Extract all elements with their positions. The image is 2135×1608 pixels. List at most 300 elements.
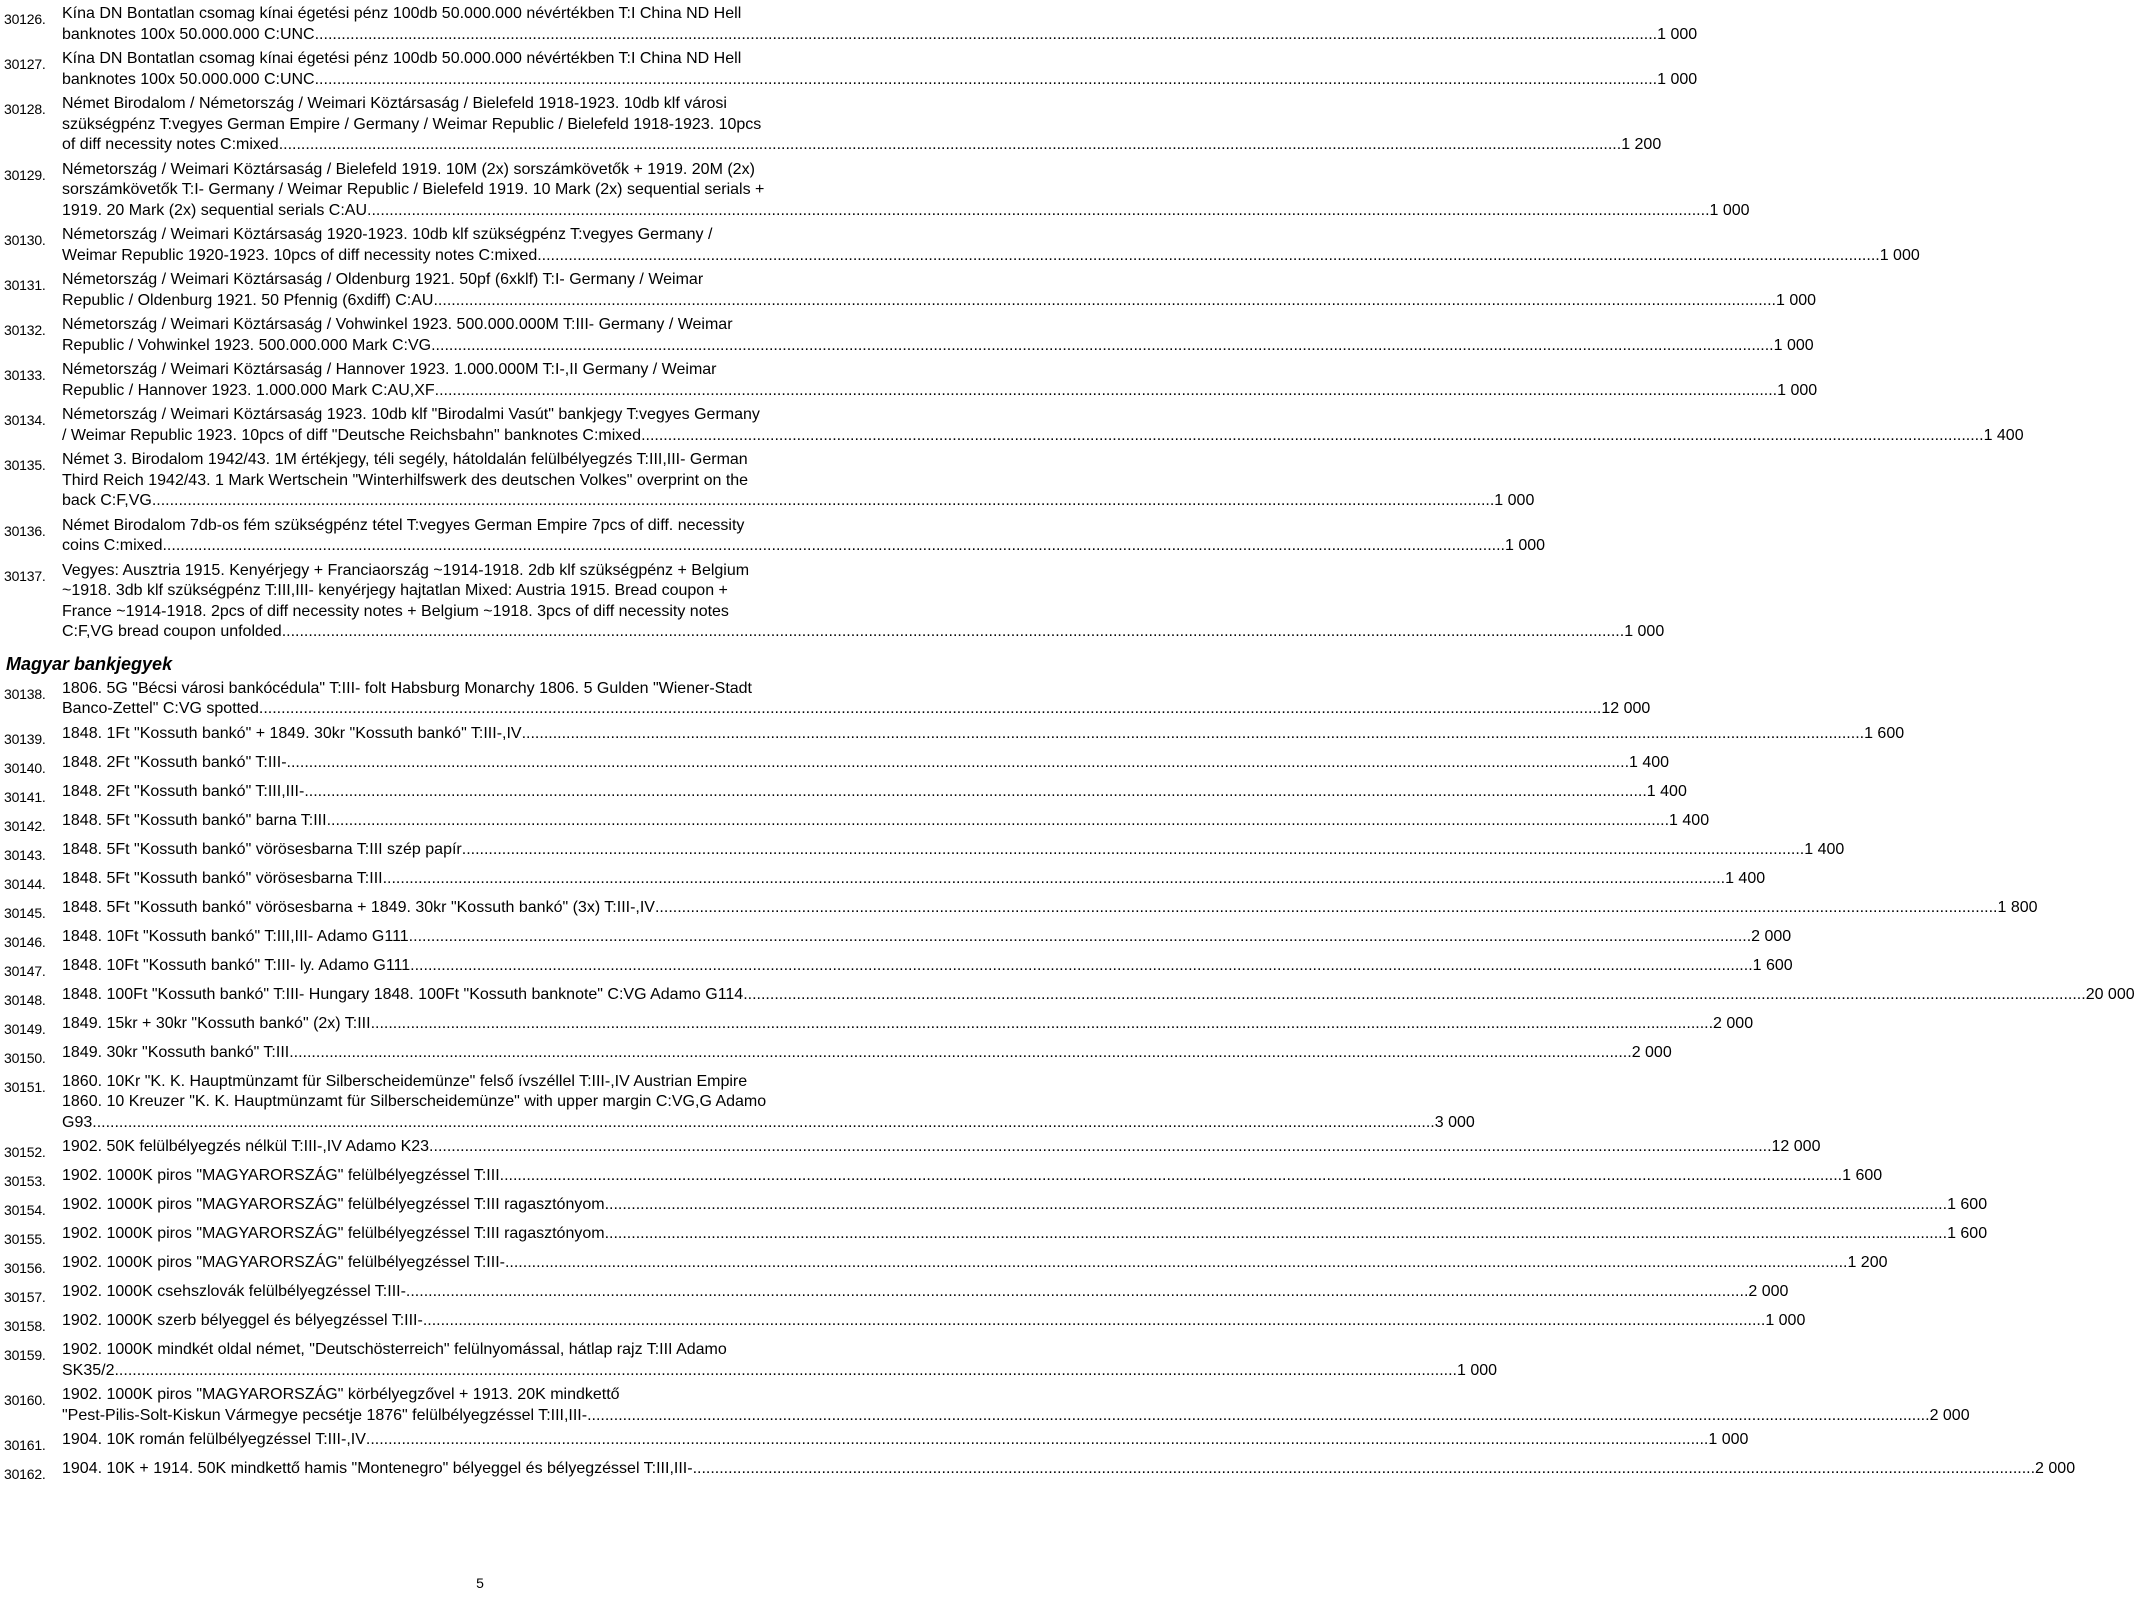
- lot-price: 1 000: [1657, 70, 1698, 88]
- description-text: 1848. 5Ft "Kossuth bankó" vörösesbarna T:III: [62, 869, 383, 887]
- dot-leader: [409, 927, 1751, 948]
- lot-description: [62, 270, 1816, 311]
- lot-description: [62, 94, 1661, 156]
- description-line: [62, 1014, 1753, 1035]
- description-line: [62, 201, 1750, 222]
- lot-price: 1 600: [1842, 1167, 1883, 1184]
- description-line: [62, 315, 1814, 336]
- lot-price: 2 000: [1929, 1406, 1970, 1424]
- description-line: [62, 1459, 2075, 1480]
- lot-entry: [4, 1072, 1475, 1134]
- description-text: 1860. 10Kr "K. K. Hauptmünzamt für Silberscheidemünze" felső ívszéllel T:III-,IV Austrian Empire: [62, 1072, 748, 1090]
- dot-leader: [505, 1253, 1847, 1274]
- description-line: [62, 898, 2038, 919]
- entries-container: [4, 4, 2135, 1488]
- lot-price: 1 600: [1864, 724, 1905, 742]
- dot-leader: [537, 246, 1879, 267]
- lot-price: 1 600: [1947, 1225, 1988, 1242]
- description-line: [62, 405, 2024, 426]
- lot-entry: [4, 956, 1793, 981]
- description-line: [62, 927, 1791, 948]
- lot-description: [62, 1014, 1753, 1035]
- lot-number: 30140.: [4, 759, 46, 776]
- dot-leader: [433, 291, 1775, 312]
- dot-leader: [587, 1406, 1929, 1427]
- dot-leader: [435, 381, 1777, 402]
- lot-price: 2 000: [1631, 1043, 1672, 1061]
- lot-price: 12 000: [1601, 700, 1651, 717]
- description-text: 1902. 50K felülbélyegzés nélkül T:III-,IV Adamo K23: [62, 1138, 430, 1155]
- lot-entry: [4, 1043, 1672, 1068]
- lot-entry: [4, 869, 1766, 894]
- dot-leader: [522, 724, 1864, 745]
- description-line: [62, 1340, 1497, 1361]
- description-text: "Pest-Pilis-Solt-Kiskun Vármegye pecsétje 1876" felülbélyegzéssel T:III,III-: [62, 1406, 588, 1424]
- lot-number: 30133.: [4, 367, 46, 383]
- lot-number: 30148.: [4, 991, 46, 1008]
- description-text: 1902. 1000K piros "MAGYARORSZÁG" körbélyegzővel + 1913. 20K mindkettő: [62, 1386, 620, 1403]
- description-line: [62, 1361, 1497, 1382]
- description-text: banknotes 100x 50.000.000 C:UNC: [62, 25, 315, 43]
- lot-entry: [4, 4, 1698, 45]
- description-line: [62, 135, 1661, 156]
- description-line: [62, 180, 1750, 201]
- description-line: [62, 1282, 1788, 1303]
- entries-top: [4, 4, 2024, 643]
- description-line: [62, 1253, 1888, 1274]
- description-text: back C:F,VG: [62, 492, 152, 509]
- lot-description: [62, 1166, 1882, 1187]
- lot-number: 30138.: [4, 685, 46, 702]
- lot-entry: [4, 985, 2135, 1010]
- description-line: [62, 115, 1661, 136]
- description-text: Németország / Weimari Köztársaság / Hannover 1923. 1.000.000M T:I-,II Germany / Weimar: [62, 361, 717, 378]
- lot-entry: [4, 1166, 1883, 1191]
- dot-leader: [279, 135, 1621, 156]
- description-line: [62, 1311, 1805, 1332]
- lot-number: 30150.: [4, 1049, 46, 1066]
- description-line: [62, 4, 1697, 25]
- dot-leader: [429, 1137, 1771, 1158]
- description-text: C:F,VG bread coupon unfolded: [62, 623, 282, 640]
- lot-description: [62, 1072, 1475, 1134]
- lot-number: 30130.: [4, 232, 46, 248]
- description-line: [62, 679, 1650, 700]
- description-line: [62, 985, 2135, 1006]
- description-text: G93: [62, 1113, 93, 1131]
- lot-description: [62, 405, 2024, 446]
- lot-entry: [4, 840, 1845, 865]
- description-text: / Weimar Republic 1923. 10pcs of diff "Deutsche Reichsbahn" banknotes C:mixed: [62, 426, 642, 444]
- lot-entry: [4, 1195, 1988, 1220]
- lot-description: [62, 1430, 1748, 1451]
- dot-leader: [259, 699, 1601, 720]
- lot-description: [62, 869, 1765, 890]
- lot-number: 30132.: [4, 322, 46, 338]
- description-text: 1848. 5Ft "Kossuth bankó" vörösesbarna + 1849. 30kr "Kossuth bankó" (3x) T:III-,IV: [62, 898, 655, 916]
- lot-number: 30144.: [4, 875, 46, 892]
- lot-number: 30147.: [4, 962, 46, 979]
- dot-leader: [641, 426, 1983, 447]
- section-title: Magyar bankjegyek: [6, 653, 173, 674]
- description-text: 1902. 1000K piros "MAGYARORSZÁG" felülbélyegzéssel T:III ragasztónyom: [62, 1196, 605, 1213]
- dot-leader: [655, 898, 1997, 919]
- lot-description: [62, 1311, 1805, 1332]
- description-text: ~1918. 3db klf szükségpénz T:III,III- kenyérjegy hajtatlan Mixed: Austria 1915. Bread coupon +: [62, 582, 728, 599]
- lot-description: [62, 1195, 1987, 1216]
- dot-leader: [693, 1459, 2035, 1480]
- dot-leader: [289, 1043, 1631, 1064]
- lot-number: 30145.: [4, 904, 46, 921]
- description-line: [62, 622, 1664, 643]
- description-text: 1848. 10Ft "Kossuth bankó" T:III- ly. Adamo G111: [62, 956, 411, 974]
- description-line: [62, 1430, 1748, 1451]
- dot-leader: [287, 753, 1629, 774]
- description-text: Németország / Weimari Köztársaság 1923. 10db klf "Birodalmi Vasút" bankjegy T:vegyes Germany: [62, 406, 760, 423]
- lot-entry: [4, 561, 1665, 643]
- description-text: Republic / Vohwinkel 1923. 500.000.000 Mark C:VG: [62, 336, 432, 354]
- description-text: Kína DN Bontatlan csomag kínai égetési pénz 100db 50.000.000 névértékben T:I China ND Hell: [62, 50, 742, 67]
- lot-price: 1 400: [1725, 869, 1766, 887]
- lot-description: [62, 561, 1664, 643]
- description-line: [62, 426, 2024, 447]
- description-line: [62, 225, 1920, 246]
- lot-price: 1 000: [1624, 623, 1665, 640]
- description-text: banknotes 100x 50.000.000 C:UNC: [62, 70, 315, 88]
- lot-number: 30127.: [4, 56, 46, 72]
- lot-number: 30157.: [4, 1289, 46, 1305]
- description-line: [62, 25, 1697, 46]
- lot-entry: [4, 49, 1698, 90]
- lot-price: 1 400: [1804, 840, 1845, 858]
- lot-description: [62, 450, 1534, 512]
- description-line: [62, 956, 1793, 977]
- description-text: szükségpénz T:vegyes German Empire / Germany / Weimar Republic / Bielefeld 1918-1923. 10pcs: [62, 115, 762, 133]
- lot-price: 1 000: [1773, 336, 1814, 354]
- lot-price: 1 000: [1456, 1361, 1498, 1379]
- lot-entry: [4, 724, 1905, 749]
- lot-description: [62, 1224, 1987, 1245]
- description-line: [62, 360, 1817, 381]
- description-line: [62, 160, 1750, 181]
- description-line: [62, 782, 1687, 803]
- description-text: Republic / Oldenburg 1921. 50 Pfennig (6xdiff) C:AU: [62, 291, 434, 309]
- lot-entry: [4, 1253, 1888, 1278]
- description-line: [62, 724, 1904, 745]
- description-line: [62, 516, 1545, 537]
- description-line: [62, 1072, 1475, 1093]
- description-line: [62, 811, 1709, 832]
- lot-description: [62, 898, 2038, 919]
- lot-number: 30151.: [4, 1078, 46, 1095]
- description-text: sorszámkövetők T:I- Germany / Weimar Republic / Bielefeld 1919. 10 Mark (2x) sequential serials +: [62, 181, 765, 198]
- dot-leader: [367, 201, 1709, 222]
- dot-leader: [605, 1195, 1947, 1216]
- lot-number: 30131.: [4, 277, 46, 293]
- lot-description: [62, 1282, 1788, 1303]
- description-line: [62, 536, 1545, 557]
- description-text: Kína DN Bontatlan csomag kínai égetési pénz 100db 50.000.000 névértékben T:I China ND Hell: [62, 5, 742, 22]
- lot-number: 30136.: [4, 522, 46, 539]
- lot-number: 30146.: [4, 933, 46, 950]
- description-line: [62, 869, 1765, 890]
- lot-entry: [4, 1311, 1806, 1336]
- lot-description: [62, 927, 1791, 948]
- description-text: coins C:mixed: [62, 537, 163, 554]
- description-text: 1806. 5G "Bécsi városi bankócédula" T:III- folt Habsburg Monarchy 1806. 5 Gulden "Wiener-Stadt: [62, 679, 752, 697]
- lot-number: 30149.: [4, 1020, 46, 1037]
- lot-price: 1 000: [1879, 246, 1920, 264]
- lot-price: 1 400: [1669, 811, 1710, 829]
- dot-leader: [315, 70, 1657, 91]
- lot-price: 1 000: [1504, 537, 1546, 554]
- description-text: Republic / Hannover 1923. 1.000.000 Mark C:AU,XF: [62, 381, 435, 399]
- lot-description: [62, 225, 1920, 266]
- lot-description: [62, 811, 1709, 832]
- lot-number: 30128.: [4, 101, 46, 117]
- dot-leader: [423, 1311, 1765, 1332]
- entries-bottom: [4, 679, 2135, 1485]
- lot-entry: [4, 679, 1651, 720]
- dot-leader: [282, 622, 1624, 643]
- dot-leader: [743, 985, 2085, 1006]
- lot-number: 30160.: [4, 1392, 46, 1408]
- lot-entry: [4, 160, 1750, 222]
- description-line: [62, 291, 1816, 312]
- lot-description: [62, 1385, 1970, 1426]
- lot-entry: [4, 405, 2024, 446]
- dot-leader: [462, 840, 1804, 861]
- description-line: [62, 70, 1697, 91]
- dot-leader: [383, 869, 1725, 890]
- lot-number: 30153.: [4, 1173, 46, 1189]
- description-text: 1919. 20 Mark (2x) sequential serials C:AU: [62, 201, 368, 219]
- lot-description: [62, 49, 1697, 90]
- lot-description: [62, 1253, 1888, 1274]
- lot-number: 30139.: [4, 730, 46, 747]
- description-text: 1848. 5Ft "Kossuth bankó" barna T:III: [62, 811, 327, 829]
- description-line: [62, 1195, 1987, 1216]
- lot-price: 2 000: [2035, 1460, 2076, 1477]
- lot-description: [62, 956, 1793, 977]
- description-text: Third Reich 1942/43. 1 Mark Wertschein "Winterhilfswerk des deutschen Volkes" overprint on the: [62, 471, 749, 489]
- lot-price: 2 000: [1713, 1014, 1754, 1032]
- description-line: [62, 1092, 1475, 1113]
- dot-leader: [327, 811, 1669, 832]
- lot-description: [62, 1043, 1672, 1064]
- description-line: [62, 450, 1534, 471]
- lot-description: [62, 724, 1904, 745]
- description-line: [62, 753, 1669, 774]
- description-text: 1902. 1000K piros "MAGYARORSZÁG" felülbélyegzéssel T:III ragasztónyom: [62, 1225, 605, 1242]
- lot-number: 30159.: [4, 1347, 46, 1363]
- description-text: 1848. 10Ft "Kossuth bankó" T:III,III- Adamo G111: [62, 927, 409, 945]
- description-text: Németország / Weimari Köztársaság / Bielefeld 1919. 10M (2x) sorszámkövetők + 1919. 20M (2x): [62, 160, 755, 178]
- description-line: [62, 49, 1697, 70]
- description-text: Németország / Weimari Köztársaság / Oldenburg 1921. 50pf (6xklf) T:I- Germany / Weimar: [62, 271, 704, 288]
- lot-entry: [4, 1137, 1821, 1162]
- lot-entry: [4, 1340, 1498, 1381]
- lot-entry: [4, 1282, 1789, 1307]
- lot-entry: [4, 94, 1662, 156]
- lot-price: 1 600: [1947, 1196, 1988, 1213]
- lot-price: 1 000: [1775, 291, 1817, 309]
- description-text: Weimar Republic 1920-1923. 10pcs of diff necessity notes C:mixed: [62, 246, 538, 264]
- description-line: [62, 1166, 1882, 1187]
- lot-description: [62, 679, 1650, 720]
- lot-entry: [4, 516, 1546, 557]
- lot-price: 2 000: [1751, 927, 1792, 945]
- description-text: 1848. 100Ft "Kossuth bankó" T:III- Hungary 1848. 100Ft "Kossuth banknote" C:VG Adamo G114: [62, 985, 744, 1003]
- description-line: [62, 94, 1661, 115]
- lot-number: 30161.: [4, 1437, 46, 1453]
- lot-price: 1 400: [1629, 753, 1670, 771]
- lot-entry: [4, 270, 1817, 311]
- description-text: Vegyes: Ausztria 1915. Kenyérjegy + Franciaország ~1914-1918. 2db klf szükségpénz + Belgium: [62, 561, 750, 579]
- lot-description: [62, 4, 1697, 45]
- lot-number: 30152.: [4, 1144, 46, 1160]
- lot-entry: [4, 811, 1710, 836]
- description-text: 1848. 2Ft "Kossuth bankó" T:III,III-: [62, 782, 305, 800]
- lot-number: 30155.: [4, 1231, 46, 1247]
- description-text: Német Birodalom 7db-os fém szükségpénz tétel T:vegyes German Empire 7pcs of diff. necessity: [62, 516, 745, 534]
- description-line: [62, 1043, 1672, 1064]
- dot-leader: [371, 1014, 1713, 1035]
- dot-leader: [605, 1224, 1947, 1245]
- lot-entry: [4, 360, 1818, 401]
- lot-description: [62, 985, 2135, 1006]
- description-line: [62, 471, 1534, 492]
- description-text: Banco-Zettel" C:VG spotted: [62, 700, 259, 717]
- description-line: [62, 336, 1814, 357]
- description-text: Német 3. Birodalom 1942/43. 1M értékjegy, téli segély, hátoldalán felülbélyegzés T:III,III- German: [62, 451, 748, 468]
- dot-leader: [304, 782, 1646, 803]
- description-line: [62, 602, 1664, 623]
- lot-price: 1 000: [1765, 1312, 1806, 1329]
- description-line: [62, 561, 1664, 582]
- dot-leader: [500, 1166, 1842, 1187]
- lot-entry: [4, 782, 1687, 807]
- lot-price: 20 000: [2085, 985, 2135, 1003]
- lot-entry: [4, 450, 1535, 512]
- description-text: 1848. 2Ft "Kossuth bankó" T:III-: [62, 753, 287, 771]
- lot-number: 30158.: [4, 1318, 46, 1334]
- lot-entry: [4, 1430, 1749, 1455]
- lot-price: 1 400: [1983, 426, 2024, 444]
- lot-entry: [4, 1014, 1754, 1039]
- description-text: Németország / Weimari Köztársaság / Vohwinkel 1923. 500.000.000M T:III- Germany / Weimar: [62, 316, 733, 333]
- description-text: 1848. 5Ft "Kossuth bankó" vörösesbarna T:III szép papír: [62, 840, 462, 858]
- lot-entry: [4, 753, 1670, 778]
- lot-price: 1 600: [1752, 956, 1793, 974]
- description-text: 1848. 1Ft "Kossuth bankó" + 1849. 30kr "Kossuth bankó" T:III-,IV: [62, 724, 522, 742]
- lot-number: 30142.: [4, 817, 46, 834]
- description-text: 1902. 1000K csehszlovák felülbélyegzéssel T:III-: [62, 1283, 406, 1300]
- dot-leader: [152, 491, 1494, 512]
- dot-leader: [366, 1430, 1708, 1451]
- description-text: 1860. 10 Kreuzer "K. K. Hauptmünzamt für Silberscheidemünze" with upper margin C:VG,G Adamo: [62, 1093, 767, 1110]
- lot-entry: [4, 225, 1920, 266]
- lot-number: 30162.: [4, 1466, 46, 1482]
- description-line: [62, 1224, 1987, 1245]
- lot-price: 1 200: [1847, 1254, 1888, 1271]
- lot-number: 30154.: [4, 1202, 46, 1218]
- description-line: [62, 381, 1817, 402]
- lot-number: 30126.: [4, 11, 46, 27]
- lot-price: 12 000: [1771, 1138, 1821, 1155]
- lot-description: [62, 1340, 1497, 1381]
- description-text: SK35/2: [62, 1361, 115, 1379]
- description-line: [62, 699, 1650, 720]
- page-number: 5: [476, 1575, 484, 1591]
- lot-entry: [4, 315, 1814, 356]
- description-text: 1904. 10K román felülbélyegzéssel T:III-,IV: [62, 1431, 366, 1448]
- description-line: [62, 270, 1816, 291]
- description-text: Német Birodalom / Németország / Weimari Köztársaság / Bielefeld 1918-1923. 10db klf városi: [62, 95, 727, 112]
- description-line: [62, 1137, 1820, 1158]
- lot-price: 1 200: [1621, 136, 1662, 153]
- description-text: France ~1914-1918. 2pcs of diff necessity notes + Belgium ~1918. 3pcs of diff necessity notes: [62, 602, 729, 620]
- lot-price: 1 000: [1709, 201, 1750, 219]
- lot-price: 1 000: [1494, 492, 1535, 509]
- lot-description: [62, 840, 1844, 861]
- lot-entry: [4, 898, 2038, 923]
- description-text: Németország / Weimari Köztársaság 1920-1923. 10db klf szükségpénz T:vegyes Germany /: [62, 226, 713, 243]
- lot-number: 30143.: [4, 846, 46, 863]
- dot-leader: [406, 1282, 1748, 1303]
- dot-leader: [162, 536, 1504, 557]
- lot-description: [62, 315, 1814, 356]
- description-text: of diff necessity notes C:mixed: [62, 136, 279, 153]
- description-line: [62, 1385, 1970, 1406]
- lot-description: [62, 1459, 2075, 1480]
- dot-leader: [431, 336, 1773, 357]
- lot-entry: [4, 1385, 1970, 1426]
- lot-price: 3 000: [1434, 1113, 1475, 1131]
- lot-description: [62, 1137, 1820, 1158]
- lot-number: 30156.: [4, 1260, 46, 1276]
- description-text: 1849. 15kr + 30kr "Kossuth bankó" (2x) T:III: [62, 1014, 371, 1032]
- lot-price: 1 000: [1708, 1431, 1749, 1448]
- lot-description: [62, 360, 1817, 401]
- description-text: 1902. 1000K szerb bélyeggel és bélyegzéssel T:III-: [62, 1312, 423, 1329]
- description-line: [62, 581, 1664, 602]
- lot-price: 1 800: [1997, 898, 2038, 916]
- lot-description: [62, 753, 1669, 774]
- lot-price: 2 000: [1748, 1283, 1789, 1300]
- lot-description: [62, 160, 1750, 222]
- description-text: 1849. 30kr "Kossuth bankó" T:III: [62, 1043, 290, 1061]
- lot-number: 30141.: [4, 788, 46, 805]
- lot-description: [62, 782, 1687, 803]
- lot-price: 1 000: [1657, 25, 1698, 43]
- dot-leader: [114, 1361, 1456, 1382]
- dot-leader: [92, 1113, 1434, 1134]
- description-line: [62, 491, 1534, 512]
- description-text: 1902. 1000K piros "MAGYARORSZÁG" felülbélyegzéssel T:III-: [62, 1254, 505, 1271]
- description-line: [62, 246, 1920, 267]
- lot-entry: [4, 927, 1792, 952]
- lot-description: [62, 516, 1545, 557]
- description-line: [62, 840, 1844, 861]
- lot-number: 30129.: [4, 166, 46, 183]
- dot-leader: [410, 956, 1752, 977]
- description-text: 1902. 1000K piros "MAGYARORSZÁG" felülbélyegzéssel T:III: [62, 1167, 500, 1184]
- lot-number: 30135.: [4, 457, 46, 473]
- description-line: [62, 1113, 1475, 1134]
- description-line: [62, 1406, 1970, 1427]
- description-text: 1902. 1000K mindkét oldal német, "Deutschösterreich" felülnyomással, hátlap rajz T:III Adamo: [62, 1341, 727, 1358]
